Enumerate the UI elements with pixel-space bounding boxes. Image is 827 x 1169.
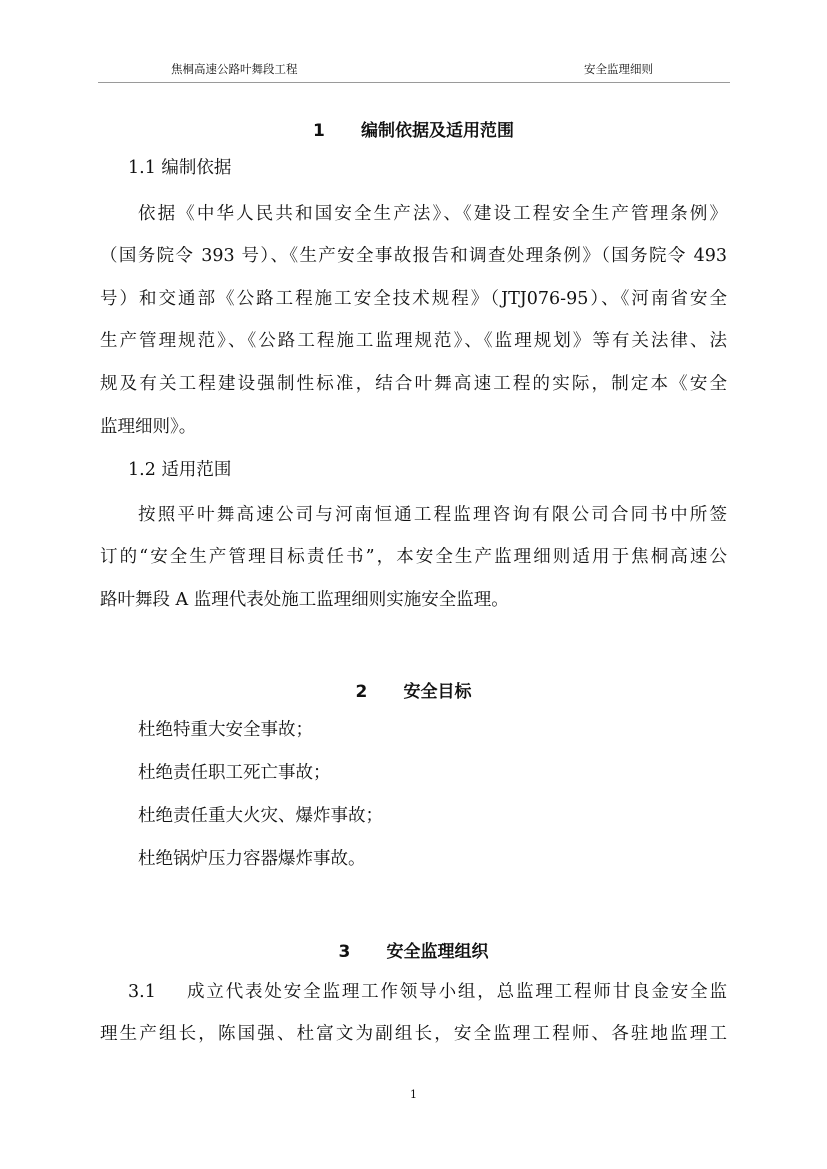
list-item: 杜绝责任重大火灾、爆炸事故； bbox=[138, 806, 383, 826]
list-item: 杜绝责任职工死亡事故； bbox=[138, 763, 331, 783]
subsection-1-2-heading: 1.2 适用范围 bbox=[128, 460, 232, 480]
section-3-title: 安全监理组织 bbox=[386, 942, 489, 962]
item-3-1-number: 3.1 bbox=[128, 982, 156, 1002]
paragraph-line: （国务院令 393 号）、《生产安全事故报告和调查处理条例》（国务院令 493 bbox=[100, 246, 727, 266]
paragraph-line: 订的“安全生产管理目标责任书”，本安全生产监理细则适用于焦桐高速公 bbox=[100, 547, 727, 567]
list-item: 杜绝特重大安全事故； bbox=[138, 720, 313, 740]
paragraph-line: 规及有关工程建设强制性标准，结合叶舞高速工程的实际，制定本《安全 bbox=[100, 374, 727, 394]
paragraph-line: 号）和交通部《公路工程施工安全技术规程》（JTJ076-95）、《河南省安全 bbox=[100, 289, 727, 309]
paragraph-line: 理生产组长，陈国强、杜富文为副组长，安全监理工程师、各驻地监理工 bbox=[100, 1024, 727, 1044]
section-2-title: 安全目标 bbox=[403, 682, 472, 702]
paragraph-line: 按照平叶舞高速公司与河南恒通工程监理咨询有限公司合同书中所签 bbox=[138, 505, 727, 525]
list-item: 杜绝锅炉压力容器爆炸事故。 bbox=[138, 849, 366, 869]
header-rule bbox=[98, 82, 730, 83]
section-1-number: 1 bbox=[313, 121, 325, 141]
paragraph-line: 监理细则》。 bbox=[100, 417, 197, 437]
page-header-left: 焦桐高速公路叶舞段工程 bbox=[171, 62, 298, 76]
section-2-number: 2 bbox=[355, 682, 368, 702]
section-1-heading bbox=[0, 116, 827, 141]
page-header-right: 安全监理细则 bbox=[584, 62, 653, 76]
paragraph-line: 依据《中华人民共和国安全生产法》、《建设工程安全生产管理条例》 bbox=[138, 204, 727, 224]
section-2-heading bbox=[0, 677, 827, 702]
section-3-heading bbox=[0, 937, 827, 962]
section-3-number: 3 bbox=[338, 942, 351, 962]
page-number: 1 bbox=[410, 1088, 417, 1101]
subsection-1-1-heading: 1.1 编制依据 bbox=[128, 158, 232, 178]
section-1-title: 编制依据及适用范围 bbox=[361, 121, 514, 141]
paragraph-line: 路叶舞段 A 监理代表处施工监理细则实施安全监理。 bbox=[100, 590, 509, 610]
paragraph-line: 成立代表处安全监理工作领导小组，总监理工程师甘良金安全监 bbox=[187, 982, 727, 1002]
paragraph-line: 生产管理规范》、《公路工程施工监理规范》、《监理规划》等有关法律、法 bbox=[100, 331, 727, 351]
